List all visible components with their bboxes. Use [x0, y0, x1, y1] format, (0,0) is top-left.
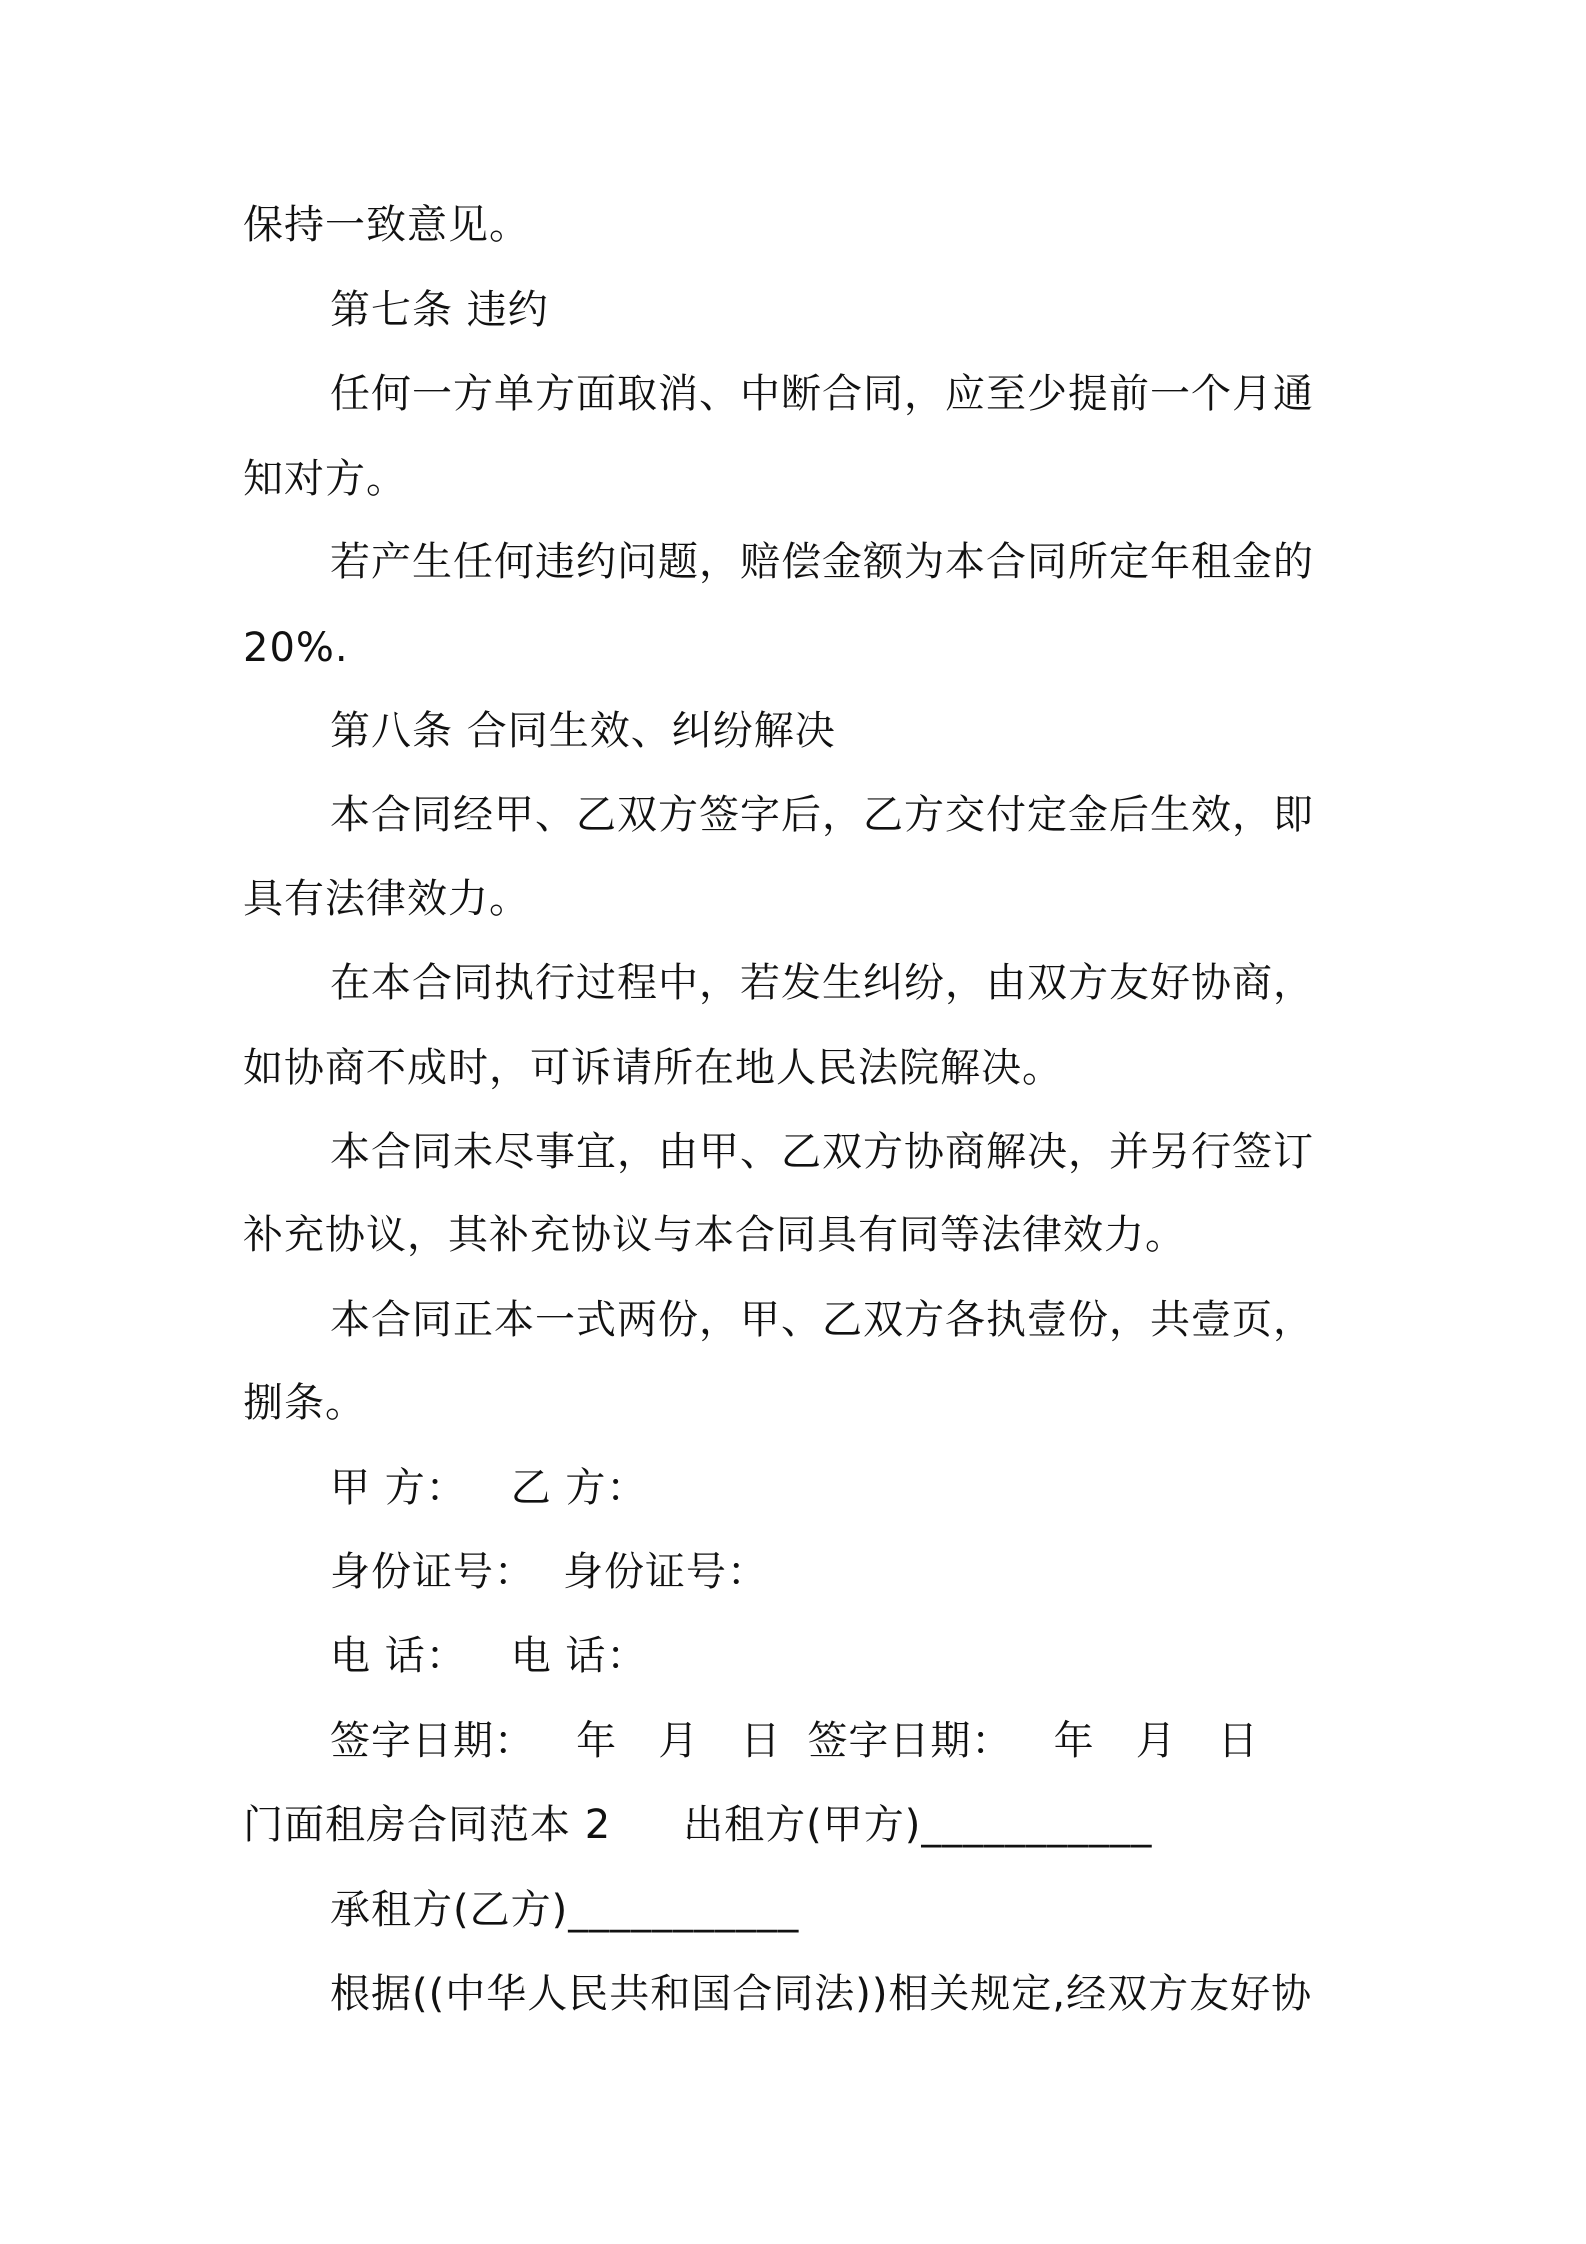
text-line: 知对方。 — [243, 456, 407, 502]
text-line: 在本合同执行过程中，若发生纠纷，由双方友好协商， — [330, 960, 1314, 1006]
text-line: 具有法律效力。 — [243, 876, 530, 922]
text-line: 本合同未尽事宜，由甲、乙双方协商解决，并另行签订 — [330, 1129, 1314, 1175]
basis-line: 根据((中华人民共和国合同法))相关规定,经双方友好协 — [330, 1971, 1313, 2017]
signature-row-phone — [330, 1631, 647, 1681]
date-a-label: 签字日期： 年 月 日 — [330, 1718, 782, 1764]
text-line: 如协商不成时，可诉请所在地人民法院解决。 — [243, 1045, 1063, 1091]
party-b-label: 乙 方： — [510, 1465, 648, 1511]
id-a-label: 身份证号： — [330, 1549, 535, 1595]
lessor-line: 出租方(甲方)___________ — [683, 1802, 1153, 1848]
article-heading: 第八条 合同生效、纠纷解决 — [330, 708, 836, 754]
date-b-label: 签字日期： 年 月 日 — [807, 1718, 1259, 1764]
text-line: 保持一致意见。 — [243, 202, 530, 248]
phone-b-label: 电 话： — [510, 1633, 648, 1679]
article-heading: 第七条 违约 — [330, 287, 549, 333]
text-line: 任何一方单方面取消、中断合同，应至少提前一个月通 — [330, 371, 1314, 417]
phone-a-label: 电 话： — [330, 1633, 467, 1679]
text-line: 20%. — [243, 625, 349, 671]
signature-row-id — [330, 1547, 768, 1597]
text-line: 本合同经甲、乙双方签字后，乙方交付定金后生效，即 — [330, 792, 1314, 838]
signature-row-date — [330, 1716, 1259, 1766]
text-line: 若产生任何违约问题，赔偿金额为本合同所定年租金的 — [330, 539, 1314, 585]
sample2-title-row — [243, 1800, 1152, 1850]
text-line: 补充协议，其补充协议与本合同具有同等法律效力。 — [243, 1212, 1186, 1258]
text-line: 捌条。 — [243, 1380, 366, 1426]
id-b-label: 身份证号： — [563, 1549, 768, 1595]
text-line: 本合同正本一式两份，甲、乙双方各执壹份，共壹页， — [330, 1297, 1314, 1343]
signature-row-party — [330, 1463, 647, 1513]
party-a-label: 甲 方： — [330, 1465, 467, 1511]
sample2-title: 门面租房合同范本 2 — [243, 1802, 612, 1848]
lessee-line: 承租方(乙方)___________ — [330, 1887, 800, 1933]
